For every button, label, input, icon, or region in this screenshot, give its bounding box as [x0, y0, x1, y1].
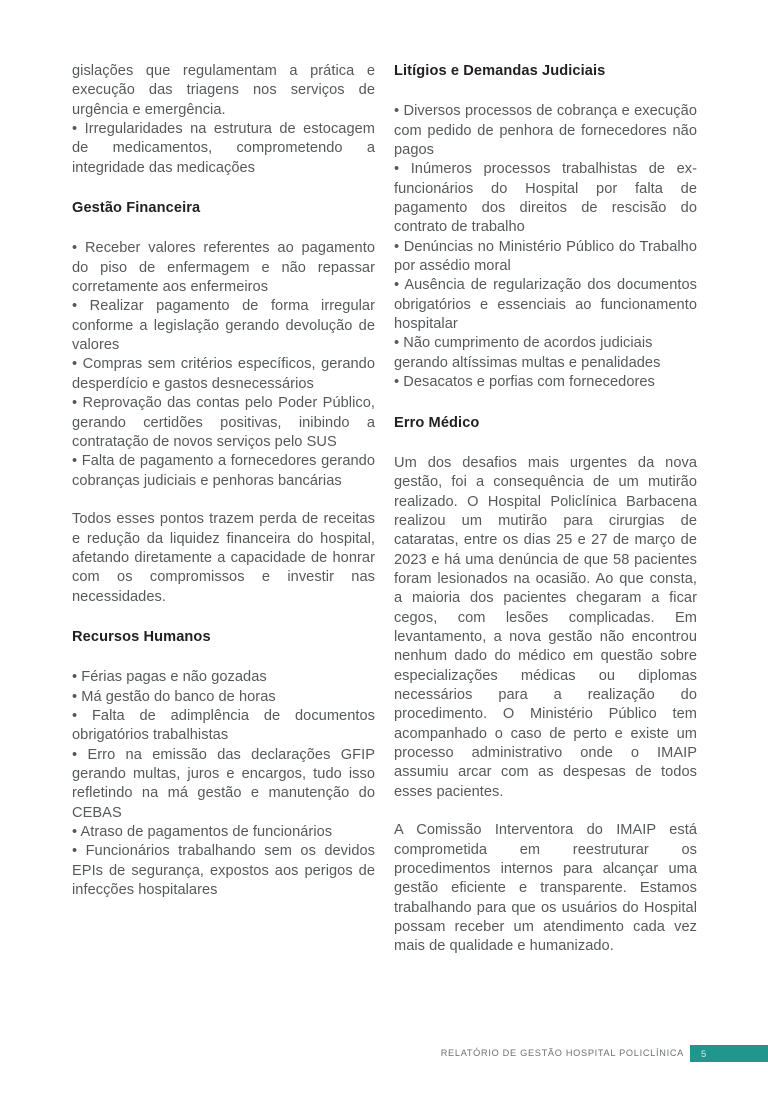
bullet-rh-6: • Funcionários trabalhando sem os devidos EPIs de segurança, expostos aos perigos de infecções hospitalares: [72, 843, 375, 899]
bullet-litigios-4: • Ausência de regularização dos documentos obrigatórios e essenciais ao funcionamento hospitalar: [394, 277, 697, 333]
bullet-litigios-5: • Não cumprimento de acordos judiciais gerando altíssimas multas e penalidades: [394, 335, 661, 371]
spacer: [394, 393, 697, 414]
bullet-rh-1: • Férias pagas e não gozadas: [72, 669, 267, 686]
bullet-litigios-3: • Denúncias no Ministério Público do Trabalho por assédio moral: [394, 238, 697, 275]
bullet-stock-irregularities: • Irregularidades na estrutura de estocagem de medicamentos, comprometendo a integridade das medicações: [72, 121, 375, 176]
bullet-litigios-6: • Desacatos e porfias com fornecedores: [394, 374, 655, 391]
heading-recursos-humanos: Recursos Humanos: [72, 628, 211, 645]
bullet-rh-3: • Falta de adimplência de documentos obrigatórios trabalhistas: [72, 707, 375, 744]
page-footer: [0, 1045, 768, 1067]
spacer: [72, 218, 375, 239]
heading-litigios-demandas-judiciais: Litígios e Demandas Judiciais: [394, 63, 606, 79]
paragraph-continued-legislation: gislações que regulamentam a prática e execução das triagens nos serviços de urgência e emergência.: [72, 63, 375, 118]
spacer: [72, 607, 375, 628]
bullet-financeira-3: • Compras sem critérios específicos, gerando desperdício e gastos desnecessários: [72, 356, 375, 392]
page-number: 5: [701, 1048, 707, 1059]
bullet-rh-4: • Erro na emissão das declarações GFIP gerando multas, juros e encargos, tudo isso refletindo na má gestão e manutenção do CEBAS: [72, 746, 375, 821]
spacer: [394, 81, 697, 102]
paragraph-erro-medico-2: A Comissão Interventora do IMAIP está comprometida em reestruturar os procedimentos internos para alcançar uma gestão eficiente e transparente. Estamos trabalhando para que os usuários do Hospital possam receber um atendimento cada vez mais de qualidade e humanizado.: [394, 822, 697, 955]
spacer: [72, 647, 375, 668]
bullet-financeira-5: • Falta de pagamento a fornecedores gerando cobranças judiciais e penhoras bancárias: [72, 453, 375, 489]
bullet-financeira-2: • Realizar pagamento de forma irregular conforme a legislação gerando devolução de valores: [72, 298, 375, 354]
two-column-layout: [72, 62, 697, 957]
page-number-badge: [690, 1045, 768, 1062]
spacer: [394, 433, 697, 454]
paragraph-financeira-summary: Todos esses pontos trazem perda de receitas e redução da liquidez financeira do hospital, afetando diretamente a capacidade de honrar com os compromissos e investir nas necessidades.: [72, 511, 375, 605]
bullet-financeira-4: • Reprovação das contas pelo Poder Público, gerando certidões positivas, inibindo a contratação de novos serviços pelo SUS: [72, 395, 375, 450]
spacer: [72, 491, 375, 510]
bullet-financeira-1: • Receber valores referentes ao pagamento do piso de enfermagem e não repassar corretamente aos enfermeiros: [72, 240, 375, 296]
heading-erro-medico: Erro Médico: [394, 414, 480, 431]
spacer: [72, 178, 375, 199]
heading-gestao-financeira: Gestão Financeira: [72, 200, 201, 217]
bullet-litigios-2: • Inúmeros processos trabalhistas de ex-funcionários do Hospital por falta de pagamento dos direitos de rescisão do contrato de trabalho: [394, 161, 697, 236]
paragraph-erro-medico-1: Um dos desafios mais urgentes da nova gestão, foi a consequência de um mutirão realizado. O Hospital Policlínica Barbacena realizou um mutirão para cirurgias de cataratas, entre os dias 25 e 27 de março de 2023 e há uma denúncia de que 58 pacientes foram lesionados na ocasião. Ao que consta, a maioria dos pacientes chegaram a ficar cegos, com lesões complicadas. Em levantamento, a nova gestão não encontrou nenhum dado do médico em questão sobre especializações médicas ou diplomas necessários para a realização do procedimento. O Ministério Público tem acompanhado o caso de perto e existe um processo administrativo onde o IMAIP assumiu arcar com as despesas de todos esses pacientes.: [394, 454, 697, 800]
left-column: [72, 62, 375, 957]
bullet-litigios-1: • Diversos processos de cobrança e execução com pedido de penhora de fornecedores não pagos: [394, 103, 697, 159]
bullet-rh-2: • Má gestão do banco de horas: [72, 688, 276, 705]
right-column: [394, 62, 697, 957]
spacer: [394, 802, 697, 821]
bullet-rh-5: • Atraso de pagamentos de funcionários: [72, 824, 333, 841]
footer-document-title: RELATÓRIO DE GESTÃO HOSPITAL POLICLÍNICA: [440, 1048, 684, 1058]
